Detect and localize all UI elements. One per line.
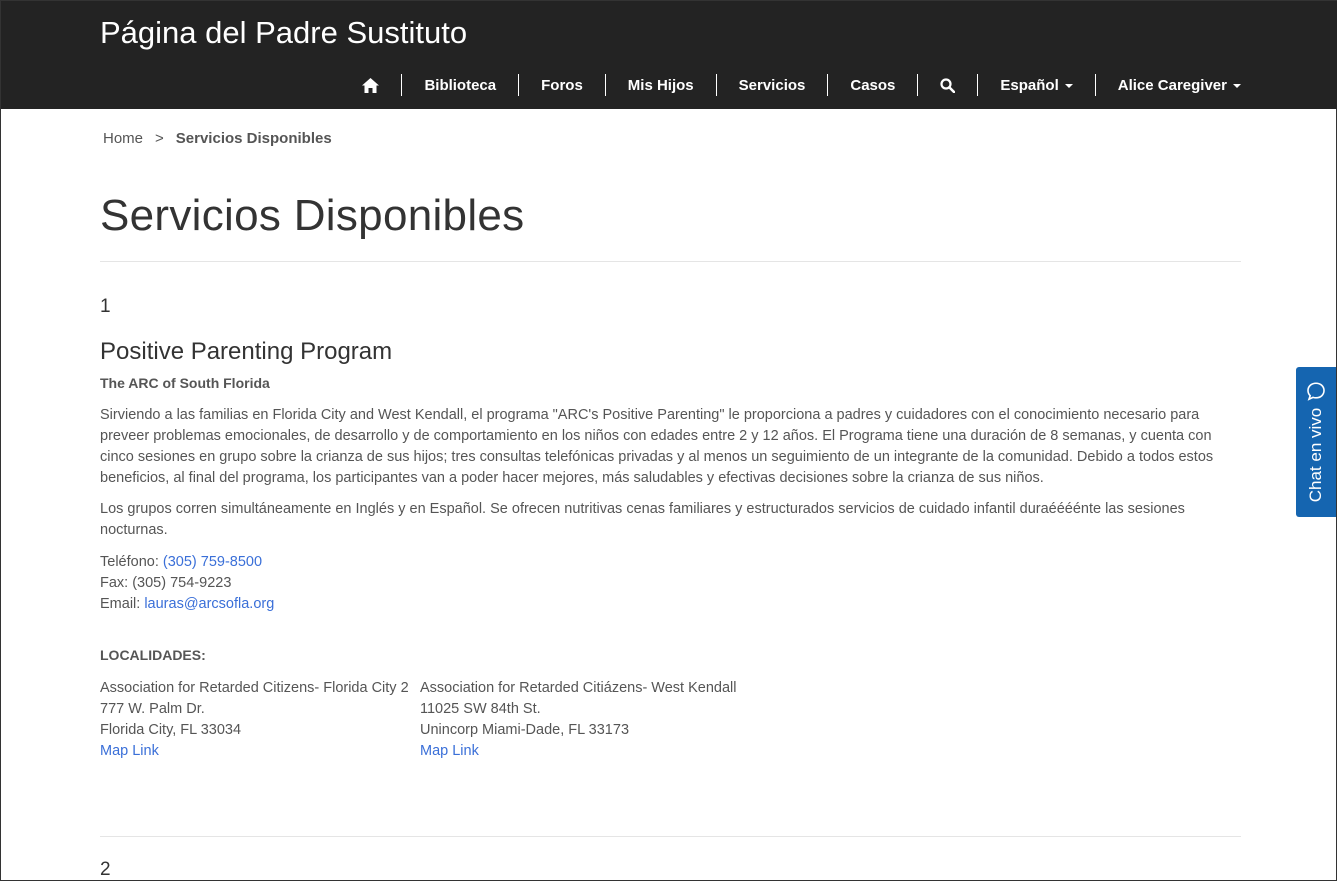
map-link[interactable]: Map Link [100,743,159,759]
language-label: Español [1000,76,1059,94]
home-icon [362,78,379,93]
chat-bubble-icon [1306,382,1326,402]
location-card [100,678,409,762]
nav-search[interactable] [917,74,977,96]
nav-casos[interactable]: Casos [827,74,917,96]
nav-mis-hijos[interactable]: Mis Hijos [605,74,716,96]
program-description: Sirviendo a las familias en Florida City and West Kendall, el programa "ARC's Positive Parenting" le proporciona a padres y cuidadores con el conocimiento necesario para preveer problemas emocionales, de desarrollo y de comportamiento en los niños con edades entre 2 y 12 años. El Programa tiene una duración de 8 semanas, y cuenta con cinco sesiones en grupo sobre la crianza de sus hijos; tres consultas telefónicas privadas y al menos un seguimiento de un integrante de la comunidad. Debido a todos estos beneficios, al final del programa, los participantes van a poder hacer mejores, más saludables y efectivas decisiones sobre la crianza de sus niños. [100,407,1214,486]
nav-home[interactable] [340,74,401,96]
program-title: Positive Parenting Program [100,338,393,365]
caret-down-icon [1233,84,1241,88]
nav-language-dropdown[interactable] [977,74,1094,96]
breadcrumb-separator: > [155,130,164,147]
location-street: 11025 SW 84th St. [420,701,541,717]
breadcrumb-home[interactable]: Home [103,130,144,147]
nav-biblioteca[interactable]: Biblioteca [401,74,518,96]
phone-link[interactable]: (305) 759-8500 [162,554,263,570]
map-link[interactable]: Map Link [420,743,479,759]
phone-label: Teléfono: [100,554,159,570]
main-nav [340,71,1241,99]
nav-servicios[interactable]: Servicios [716,74,828,96]
location-name: Association for Retarded Citiázens- West Kendall [420,680,737,696]
groups-note: Los grupos corren simultáneamente en Inglés y en Español. Se ofrecen nutritivas cenas familiares y estructurados servicios de cuidado infantil duraéééénte las sesiones nocturnas. [100,501,1185,538]
email-row [100,594,274,615]
locations-heading: LOCALIDADES: [100,647,206,663]
site-header [1,1,1337,109]
location-city: Florida City, FL 33034 [100,722,242,738]
nav-user-dropdown[interactable] [1095,74,1241,96]
phone-row [100,552,274,573]
location-city: Unincorp Miami-Dade, FL 33173 [420,722,630,738]
divider [100,836,1241,837]
location-card [420,678,736,762]
caret-down-icon [1065,84,1073,88]
breadcrumb-current: Servicios Disponibles [175,130,332,147]
page-title: Servicios Disponibles [100,191,525,240]
chat-tab-content [1306,382,1326,503]
email-label: Email: [100,596,141,612]
nav-foros[interactable]: Foros [518,74,605,96]
site-title[interactable]: Página del Padre Sustituto [100,15,468,50]
live-chat-tab[interactable] [1296,367,1336,517]
service-number: 2 [100,859,111,880]
chat-label: Chat en vivo [1306,407,1325,503]
email-link[interactable]: lauras@arcsofla.org [144,596,275,612]
breadcrumb [103,130,332,147]
user-name: Alice Caregiver [1117,76,1227,94]
location-street: 777 W. Palm Dr. [100,701,205,717]
location-name: Association for Retarded Citizens- Florida City 2 [100,680,409,696]
divider [100,261,1241,262]
service-number: 1 [100,296,111,317]
fax-row: Fax: (305) 754-9223 [100,575,232,591]
contact-info [100,552,274,615]
search-icon [940,78,955,93]
organization-name: The ARC of South Florida [100,375,270,391]
